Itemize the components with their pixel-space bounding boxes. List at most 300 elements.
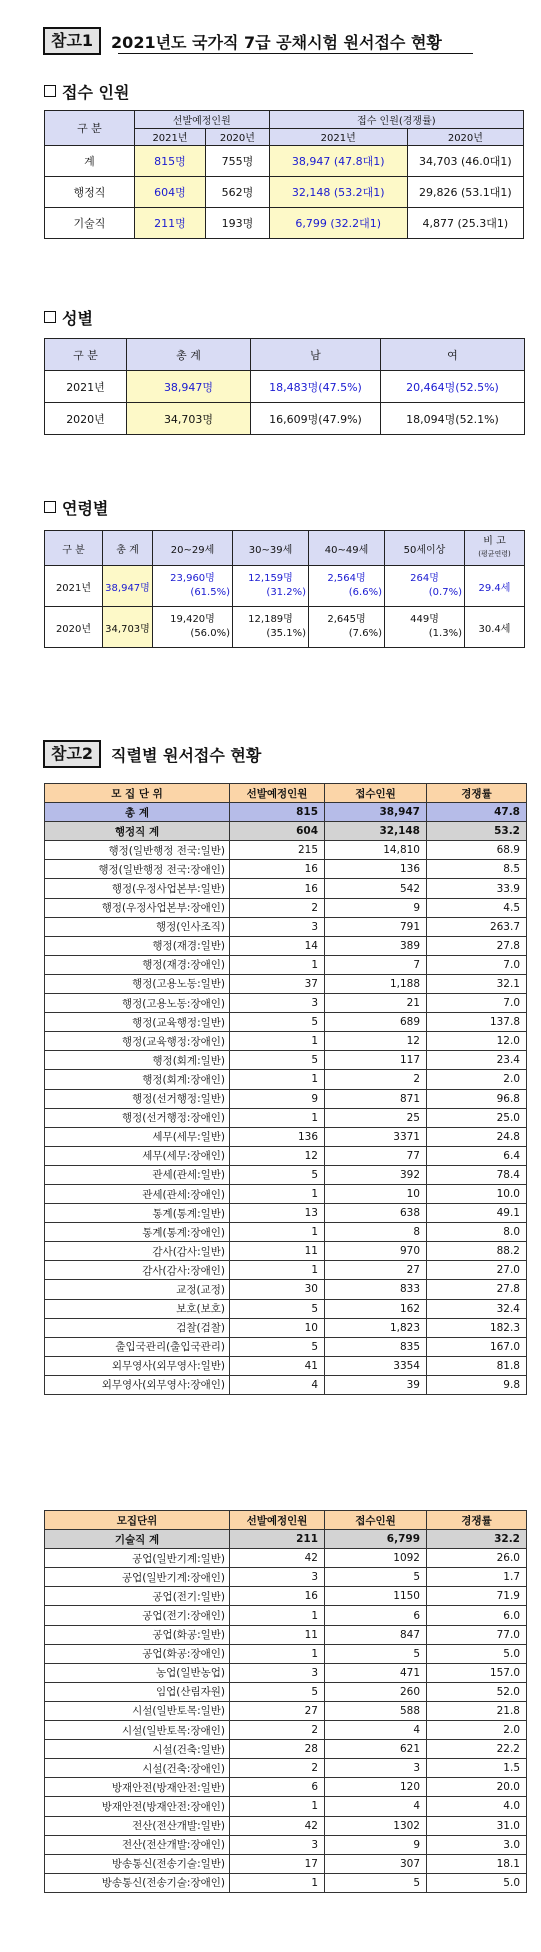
cell: 5 [230,1682,325,1701]
cell: 193명 [206,208,270,239]
table-row [45,1261,527,1280]
cell: 6 [325,1606,427,1625]
table-row [45,1873,527,1892]
cell: 78.4 [427,1165,527,1184]
unit-name: 공업(전기:장애인) [45,1606,230,1625]
header-2021: 2021년 [269,128,407,146]
table-row [45,607,525,648]
cell: 77.0 [427,1625,527,1644]
table-row [45,146,524,177]
header-applicants: 접수 인원(경쟁률) [269,111,523,129]
cell: 71.9 [427,1587,527,1606]
unit-name: 방송통신(전송기술:일반) [45,1854,230,1873]
cell: 10 [230,1318,325,1337]
cell: 27.8 [427,936,527,955]
cell: 835 [325,1337,427,1356]
cell: 5.0 [427,1644,527,1663]
table-row [45,1568,527,1587]
cell: 68.9 [427,841,527,860]
cell: 542 [325,879,427,898]
cell: 689 [325,1013,427,1032]
cell: 38,947명 [127,371,251,403]
cell: 32.4 [427,1299,527,1318]
cell: 10 [325,1184,427,1203]
cell: 26.0 [427,1549,527,1568]
cell: 18,094명(52.1%) [381,403,525,435]
cell: 1302 [325,1816,427,1835]
section-age: 연령별 [44,496,108,519]
unit-name: 행정(회계:일반) [45,1051,230,1070]
cell: 32,148 [325,822,427,841]
cell: 12 [230,1146,325,1165]
admin-jobs-table [44,783,527,1395]
cell: 20,464명(52.5%) [381,371,525,403]
unit-name: 공업(화공:일반) [45,1625,230,1644]
cell: 3 [230,994,325,1013]
cell: 4 [325,1721,427,1740]
cell: 34,703명 [127,403,251,435]
cell: 27 [230,1701,325,1720]
cell: 23.4 [427,1051,527,1070]
cell: 28 [230,1740,325,1759]
cell: 5 [230,1013,325,1032]
cell: 833 [325,1280,427,1299]
table-row [45,1606,527,1625]
unit-name: 외무영사(외무영사:일반) [45,1356,230,1375]
cell: 30 [230,1280,325,1299]
row-label: 2020년 [45,403,127,435]
cell: 27 [325,1261,427,1280]
unit-name: 관세(관세:장애인) [45,1184,230,1203]
row-label: 2021년 [45,566,103,607]
unit-name: 공업(일반기계:장애인) [45,1568,230,1587]
table-row [45,1740,527,1759]
cell: 4,877 (25.3대1) [407,208,523,239]
table-row [45,936,527,955]
unit-name: 공업(화공:장애인) [45,1644,230,1663]
unit-name: 전산(전산개발:장애인) [45,1835,230,1854]
cell: 88.2 [427,1242,527,1261]
cell: 215 [230,841,325,860]
table-row [45,955,527,974]
cell: 11 [230,1242,325,1261]
cell: 1 [230,1223,325,1242]
table-row [45,1375,527,1394]
cell: 6.0 [427,1606,527,1625]
cell: 3371 [325,1127,427,1146]
table-row [45,1663,527,1682]
cell: 389 [325,936,427,955]
header-selection: 선발예정인원 [134,111,269,129]
cell: 2.0 [427,1070,527,1089]
cell: 38,947 [325,803,427,822]
unit-name: 시설(건축:일반) [45,1740,230,1759]
cell: 211 [230,1530,325,1549]
table-row [45,1318,527,1337]
unit-name: 행정(교육행정:일반) [45,1013,230,1032]
cell: 1 [230,1873,325,1892]
checkbox-icon [44,501,56,513]
cell: 32,148 (53.2대1) [269,177,407,208]
cell: 3 [230,1835,325,1854]
ref2-tag: 참고2 [43,740,101,768]
cell: 81.8 [427,1356,527,1375]
unit-name: 공업(전기:일반) [45,1587,230,1606]
cell: 2 [230,1721,325,1740]
header-unit: 모집단위 [45,1511,230,1530]
cell: 34,703 (46.0대1) [407,146,523,177]
header-selection: 선발예정인원 [230,1511,325,1530]
row-label: 행정직 [45,177,135,208]
cell: 18,483명(47.5%) [251,371,381,403]
cell: 41 [230,1356,325,1375]
table-row [45,1721,527,1740]
cell: 37 [230,974,325,993]
cell: 31.0 [427,1816,527,1835]
table-row [45,1242,527,1261]
cell: 1.7 [427,1568,527,1587]
cell: 16 [230,860,325,879]
cell: 2 [230,1759,325,1778]
cell: 211명 [134,208,205,239]
ref2-title [43,741,261,767]
cell: 136 [230,1127,325,1146]
unit-name: 감사(감사:장애인) [45,1261,230,1280]
cell: 32.1 [427,974,527,993]
cell: 5.0 [427,1873,527,1892]
header-2020: 2020년 [206,128,270,146]
cell: 42 [230,1549,325,1568]
cell: 263.7 [427,917,527,936]
unit-name: 행정(재경:장애인) [45,955,230,974]
cell: 7 [325,955,427,974]
total-row [45,803,527,822]
unit-name: 출입국관리(출입국관리) [45,1337,230,1356]
header-rate: 경쟁률 [427,784,527,803]
cell: 449명 (1.3%) [385,607,465,648]
cell: 42 [230,1816,325,1835]
cell: 1 [230,1606,325,1625]
checkbox-icon [44,85,56,97]
unit-name: 방재안전(방재안전:일반) [45,1778,230,1797]
cell: 1.5 [427,1759,527,1778]
table-row [45,994,527,1013]
table-row [45,1127,527,1146]
cell: 1 [230,1797,325,1816]
cell: 621 [325,1740,427,1759]
cell: 5 [325,1873,427,1892]
cell: 1 [230,1108,325,1127]
cell: 5 [230,1165,325,1184]
cell: 970 [325,1242,427,1261]
cell: 1 [230,955,325,974]
table-row [45,1854,527,1873]
cell: 1,188 [325,974,427,993]
table-row [45,898,527,917]
cell: 12 [325,1032,427,1051]
table-row [45,1682,527,1701]
unit-name: 감사(감사:일반) [45,1242,230,1261]
unit-name: 세무(세무:일반) [45,1127,230,1146]
table-row [45,1108,527,1127]
header-age-30s: 30~39세 [233,531,309,566]
applicants-table [44,110,524,239]
cell: 32.2 [427,1530,527,1549]
cell: 33.9 [427,879,527,898]
unit-name: 통계(통계:장애인) [45,1223,230,1242]
cell: 47.8 [427,803,527,822]
unit-name: 시설(일반토목:일반) [45,1701,230,1720]
tech-jobs-table [44,1510,527,1893]
unit-name: 교정(교정) [45,1280,230,1299]
header-total: 총 계 [103,531,153,566]
cell: 16,609명(47.9%) [251,403,381,435]
table-row [45,1070,527,1089]
cell: 52.0 [427,1682,527,1701]
unit-name: 세무(세무:장애인) [45,1146,230,1165]
unit-name: 행정(교육행정:장애인) [45,1032,230,1051]
table-row [45,177,524,208]
table-row [45,860,527,879]
cell: 6.4 [427,1146,527,1165]
unit-name: 공업(일반기계:일반) [45,1549,230,1568]
cell: 2 [325,1070,427,1089]
table-row [45,566,525,607]
cell: 1092 [325,1549,427,1568]
table-row [45,879,527,898]
cell: 5 [230,1337,325,1356]
table-row [45,841,527,860]
cell: 4 [230,1375,325,1394]
cell: 6,799 [325,1530,427,1549]
table-row [45,1587,527,1606]
header-applicants: 접수인원 [325,784,427,803]
cell: 5 [230,1051,325,1070]
row-label: 계 [45,146,135,177]
unit-name: 통계(통계:일반) [45,1204,230,1223]
cell: 24.8 [427,1127,527,1146]
row-label: 총 계 [45,803,230,822]
unit-name: 방재안전(방재안전:장애인) [45,1797,230,1816]
cell: 588 [325,1701,427,1720]
header-category: 구 분 [45,339,127,371]
table-row [45,1759,527,1778]
header-selection: 선발예정인원 [230,784,325,803]
cell: 604 [230,822,325,841]
unit-name: 외무영사(외무영사:장애인) [45,1375,230,1394]
cell: 4.0 [427,1797,527,1816]
table-row [45,1146,527,1165]
cell: 34,703명 [103,607,153,648]
cell: 53.2 [427,822,527,841]
table-row [45,1778,527,1797]
table-row [45,1549,527,1568]
cell: 4 [325,1797,427,1816]
unit-name: 행정(선거행정:일반) [45,1089,230,1108]
cell: 167.0 [427,1337,527,1356]
cell: 10.0 [427,1184,527,1203]
age-table [44,530,525,648]
cell: 13 [230,1204,325,1223]
unit-name: 방송통신(전송기술:장애인) [45,1873,230,1892]
cell: 12,189명 (35.1%) [233,607,309,648]
header-2020: 2020년 [407,128,523,146]
cell: 137.8 [427,1013,527,1032]
cell: 1 [230,1070,325,1089]
table-row [45,1204,527,1223]
cell: 1 [230,1261,325,1280]
cell: 3 [230,1568,325,1587]
table-row [45,1625,527,1644]
cell: 562명 [206,177,270,208]
cell: 1 [230,1184,325,1203]
cell: 16 [230,879,325,898]
cell: 29.4세 [465,566,525,607]
cell: 9 [325,1835,427,1854]
unit-name: 농업(일반농업) [45,1663,230,1682]
checkbox-icon [44,311,56,323]
table-row [45,208,524,239]
ref1-tag: 참고1 [43,27,101,55]
cell: 5 [325,1568,427,1587]
cell: 17 [230,1854,325,1873]
header-rate: 경쟁률 [427,1511,527,1530]
table-row [45,1032,527,1051]
table-row [45,1184,527,1203]
cell: 604명 [134,177,205,208]
cell: 264명 (0.7%) [385,566,465,607]
unit-name: 시설(건축:장애인) [45,1759,230,1778]
cell: 157.0 [427,1663,527,1682]
cell: 22.2 [427,1740,527,1759]
cell: 38,947명 [103,566,153,607]
table-row [45,1797,527,1816]
header-category: 구 분 [45,111,135,146]
table-row [45,1835,527,1854]
cell: 392 [325,1165,427,1184]
unit-name: 전산(전산개발:일반) [45,1816,230,1835]
unit-name: 검찰(검찰) [45,1318,230,1337]
table-row [45,1701,527,1720]
cell: 29,826 (53.1대1) [407,177,523,208]
cell: 3.0 [427,1835,527,1854]
cell: 182.3 [427,1318,527,1337]
cell: 3 [230,1663,325,1682]
cell: 12,159명 (31.2%) [233,566,309,607]
cell: 1 [230,1644,325,1663]
cell: 3 [230,917,325,936]
cell: 815명 [134,146,205,177]
unit-name: 행정(우정사업본부:장애인) [45,898,230,917]
cell: 5 [325,1644,427,1663]
cell: 1,823 [325,1318,427,1337]
ref1-title [43,28,442,54]
cell: 162 [325,1299,427,1318]
unit-name: 행정(선거행정:장애인) [45,1108,230,1127]
cell: 12.0 [427,1032,527,1051]
cell: 21.8 [427,1701,527,1720]
header-age-50plus: 50세이상 [385,531,465,566]
cell: 77 [325,1146,427,1165]
header-category: 구 분 [45,531,103,566]
table-row [45,1165,527,1184]
cell: 30.4세 [465,607,525,648]
header-age-20s: 20~29세 [153,531,233,566]
cell: 7.0 [427,955,527,974]
cell: 6,799 (32.2대1) [269,208,407,239]
header-note: 비 고 (평균연령) [465,531,525,566]
header-total: 총 계 [127,339,251,371]
cell: 2 [230,898,325,917]
cell: 11 [230,1625,325,1644]
unit-name: 보호(보호) [45,1299,230,1318]
table-row [45,1280,527,1299]
cell: 847 [325,1625,427,1644]
unit-name: 행정(우정사업본부:일반) [45,879,230,898]
cell: 2.0 [427,1721,527,1740]
subtotal-row [45,822,527,841]
table-row [45,1013,527,1032]
cell: 791 [325,917,427,936]
cell: 8 [325,1223,427,1242]
unit-name: 시설(일반토목:장애인) [45,1721,230,1740]
cell: 8.0 [427,1223,527,1242]
cell: 18.1 [427,1854,527,1873]
cell: 20.0 [427,1778,527,1797]
table-row [45,1816,527,1835]
ref2-heading: 직렬별 원서접수 현황 [111,745,262,765]
cell: 25 [325,1108,427,1127]
row-label: 2021년 [45,371,127,403]
cell: 9 [325,898,427,917]
table-row [45,1089,527,1108]
cell: 14 [230,936,325,955]
table-row [45,1299,527,1318]
unit-name: 행정(고용노동:장애인) [45,994,230,1013]
table-row [45,917,527,936]
cell: 23,960명 (61.5%) [153,566,233,607]
cell: 7.0 [427,994,527,1013]
row-label: 행정직 계 [45,822,230,841]
cell: 638 [325,1204,427,1223]
table-row [45,1223,527,1242]
header-2021: 2021년 [134,128,205,146]
cell: 27.8 [427,1280,527,1299]
cell: 5 [230,1299,325,1318]
header-female: 여 [381,339,525,371]
cell: 38,947 (47.8대1) [269,146,407,177]
cell: 25.0 [427,1108,527,1127]
section-gender: 성별 [44,306,93,329]
cell: 96.8 [427,1089,527,1108]
unit-name: 임업(산림자원) [45,1682,230,1701]
unit-name: 관세(관세:일반) [45,1165,230,1184]
cell: 4.5 [427,898,527,917]
table-row [45,403,525,435]
unit-name: 행정(일반행정 전국:장애인) [45,860,230,879]
header-age-40s: 40~49세 [309,531,385,566]
cell: 2,645명 (7.6%) [309,607,385,648]
unit-name: 행정(일반행정 전국:일반) [45,841,230,860]
table-row [45,371,525,403]
cell: 307 [325,1854,427,1873]
cell: 120 [325,1778,427,1797]
cell: 815 [230,803,325,822]
row-label: 기술직 계 [45,1530,230,1549]
table-row [45,974,527,993]
table-row [45,1337,527,1356]
unit-name: 행정(인사조직) [45,917,230,936]
